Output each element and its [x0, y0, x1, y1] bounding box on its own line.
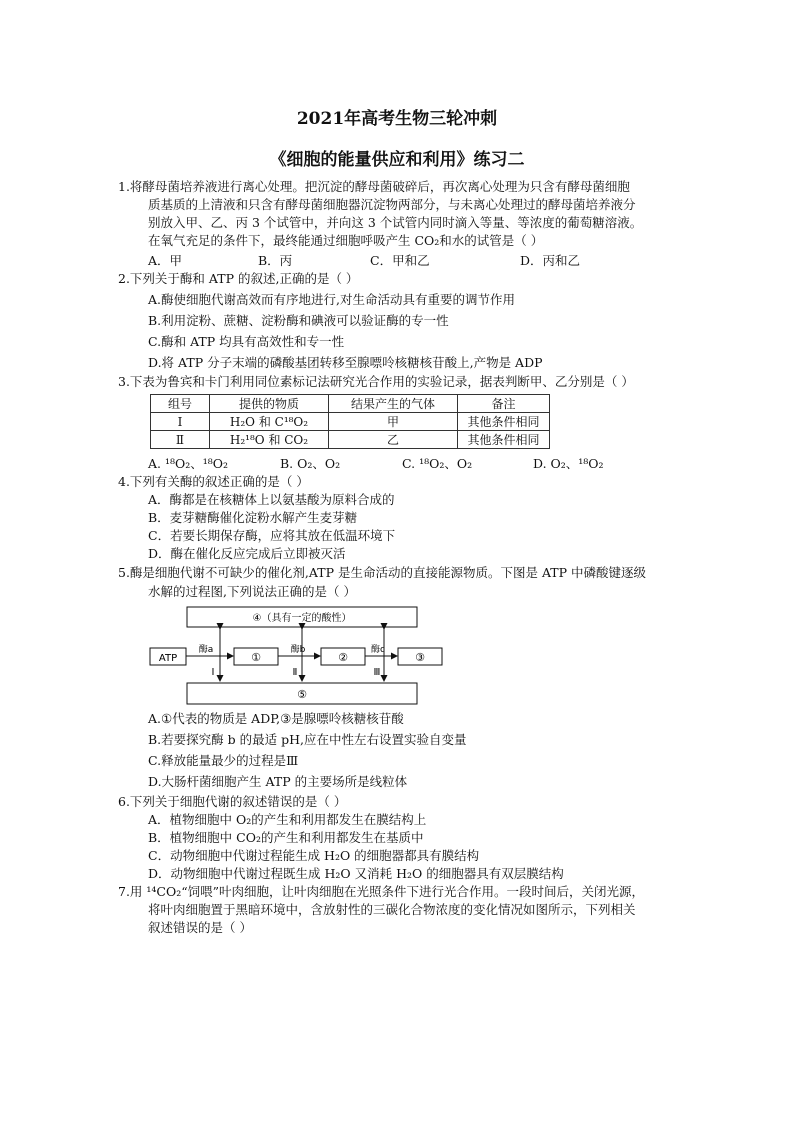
table-cell: 其他条件相同	[458, 431, 550, 449]
q1-line-4: 在氧气充足的条件下，最终能通过细胞呼吸产生 CO₂和水的试管是（ ）	[148, 233, 544, 248]
node-1-label: ①	[251, 651, 261, 664]
q2-stem: 2.下列关于酶和 ATP 的叙述,正确的是（ ）	[118, 271, 359, 286]
q6-option-c: C．动物细胞中代谢过程能生成 H₂O 的细胞器都具有膜结构	[148, 848, 480, 863]
enzyme-c-label: 酶c	[371, 645, 385, 655]
table-cell: Ⅰ	[151, 413, 210, 431]
enzyme-a-label: 酶a	[198, 645, 214, 655]
top-box-label: ④（具有一定的酸性）	[252, 613, 352, 624]
table-header: 结果产生的气体	[329, 395, 458, 413]
table-header-row	[151, 395, 550, 413]
table-cell: 甲	[329, 413, 458, 431]
table-row	[151, 431, 550, 449]
bottom-box-label: ⑤	[297, 688, 307, 701]
q2-option-c: C.酶和 ATP 均具有高效性和专一性	[148, 334, 345, 349]
q6-option-d: D．动物细胞中代谢过程既生成 H₂O 又消耗 H₂O 的细胞器具有双层膜结构	[148, 866, 564, 881]
q4-option-d: D．酶在催化反应完成后立即被灭活	[148, 546, 346, 561]
table-row	[151, 413, 550, 431]
q2-option-b: B.利用淀粉、蔗糖、淀粉酶和碘液可以验证酶的专一性	[148, 313, 449, 328]
q4-stem: 4.下列有关酶的叙述正确的是（ ）	[118, 474, 309, 489]
q5-line-2: 水解的过程图,下列说法正确的是（ ）	[148, 584, 356, 599]
q7-line-2: 将叶肉细胞置于黑暗环境中，含放射性的三碳化合物浓度的变化情况如图所示，下列相关	[148, 902, 636, 917]
table-cell: Ⅱ	[151, 431, 210, 449]
q1-option-a: A．甲	[148, 253, 183, 268]
table-cell: H₂¹⁸O 和 CO₂	[210, 431, 329, 449]
table-cell: H₂O 和 C¹⁸O₂	[210, 413, 329, 431]
q1-line-1: 1.将酵母菌培养液进行离心处理。把沉淀的酵母菌破碎后，再次离心处理为只含有酵母菌细胞	[118, 179, 630, 194]
q5-option-b: B.若要探究酶 b 的最适 pH,应在中性左右设置实验自变量	[148, 732, 467, 747]
q6-stem: 6.下列关于细胞代谢的叙述错误的是（ ）	[118, 794, 347, 809]
q5-option-d: D.大肠杆菌细胞产生 ATP 的主要场所是线粒体	[148, 774, 408, 789]
q5-option-a: A.①代表的物质是 ADP,③是腺嘌呤核糖核苷酸	[148, 711, 404, 726]
table-header: 组号	[151, 395, 210, 413]
q1-line-3: 别放入甲、乙、丙 3 个试管中，并向这 3 个试管内同时滴入等量、等浓度的葡萄糖溶液。	[148, 215, 643, 230]
process-3-label: Ⅲ	[373, 667, 381, 678]
q1-option-d: D．丙和乙	[520, 253, 581, 268]
process-1-label: Ⅰ	[211, 667, 215, 678]
atp-hydrolysis-diagram	[150, 603, 450, 713]
q5-line-1: 5.酶是细胞代谢不可缺少的催化剂,ATP 是生命活动的直接能源物质。下图是 ATP 中磷酸键逐级	[118, 565, 647, 580]
q4-option-a: A．酶都是在核糖体上以氨基酸为原料合成的	[148, 492, 395, 507]
q6-option-a: A．植物细胞中 O₂的产生和利用都发生在膜结构上	[148, 812, 427, 827]
experiment-table	[150, 394, 550, 449]
q3-stem: 3.下表为鲁宾和卡门利用同位素标记法研究光合作用的实验记录，据表判断甲、乙分别是（ ）	[118, 374, 634, 389]
q1-option-c: C．甲和乙	[370, 253, 430, 268]
q1-line-2: 质基质的上清液和只含有酵母菌细胞器沉淀物两部分，与未离心处理过的酵母菌培养液分	[148, 197, 636, 212]
q3-option-a: A. ¹⁸O₂、¹⁸O₂	[148, 456, 229, 471]
q3-option-b: B. O₂、O₂	[280, 456, 341, 471]
q2-option-a: A.酶使细胞代谢高效而有序地进行,对生命活动具有重要的调节作用	[148, 292, 515, 307]
q7-line-3: 叙述错误的是（ ）	[148, 920, 252, 935]
page-title: 2021年高考生物三轮冲刺	[296, 109, 498, 129]
q4-option-c: C．若要长期保存酶，应将其放在低温环境下	[148, 528, 396, 543]
q2-option-d: D.将 ATP 分子末端的磷酸基团转移至腺嘌呤核糖核苷酸上,产物是 ADP	[148, 355, 543, 370]
q6-option-b: B．植物细胞中 CO₂的产生和利用都发生在基质中	[148, 830, 424, 845]
table-header: 备注	[458, 395, 550, 413]
q7-line-1: 7.用 ¹⁴CO₂“饲喂”叶肉细胞，让叶肉细胞在光照条件下进行光合作用。一段时间后，关闭光源，	[118, 884, 645, 899]
q1-option-b: B．丙	[258, 253, 293, 268]
table-cell: 其他条件相同	[458, 413, 550, 431]
q5-option-c: C.释放能量最少的过程是Ⅲ	[148, 753, 299, 768]
q3-option-c: C. ¹⁸O₂、O₂	[402, 456, 473, 471]
atp-label: ATP	[158, 653, 178, 664]
enzyme-b-label: 酶b	[290, 645, 306, 655]
node-2-label: ②	[338, 651, 348, 664]
page-subtitle: 《细胞的能量供应和利用》练习二	[269, 150, 525, 170]
node-3-label: ③	[415, 651, 425, 664]
q3-option-d: D. O₂、¹⁸O₂	[533, 456, 604, 471]
table-cell: 乙	[329, 431, 458, 449]
q4-option-b: B．麦芽糖酶催化淀粉水解产生麦芽糖	[148, 510, 358, 525]
table-header: 提供的物质	[210, 395, 329, 413]
process-2-label: Ⅱ	[292, 667, 298, 678]
